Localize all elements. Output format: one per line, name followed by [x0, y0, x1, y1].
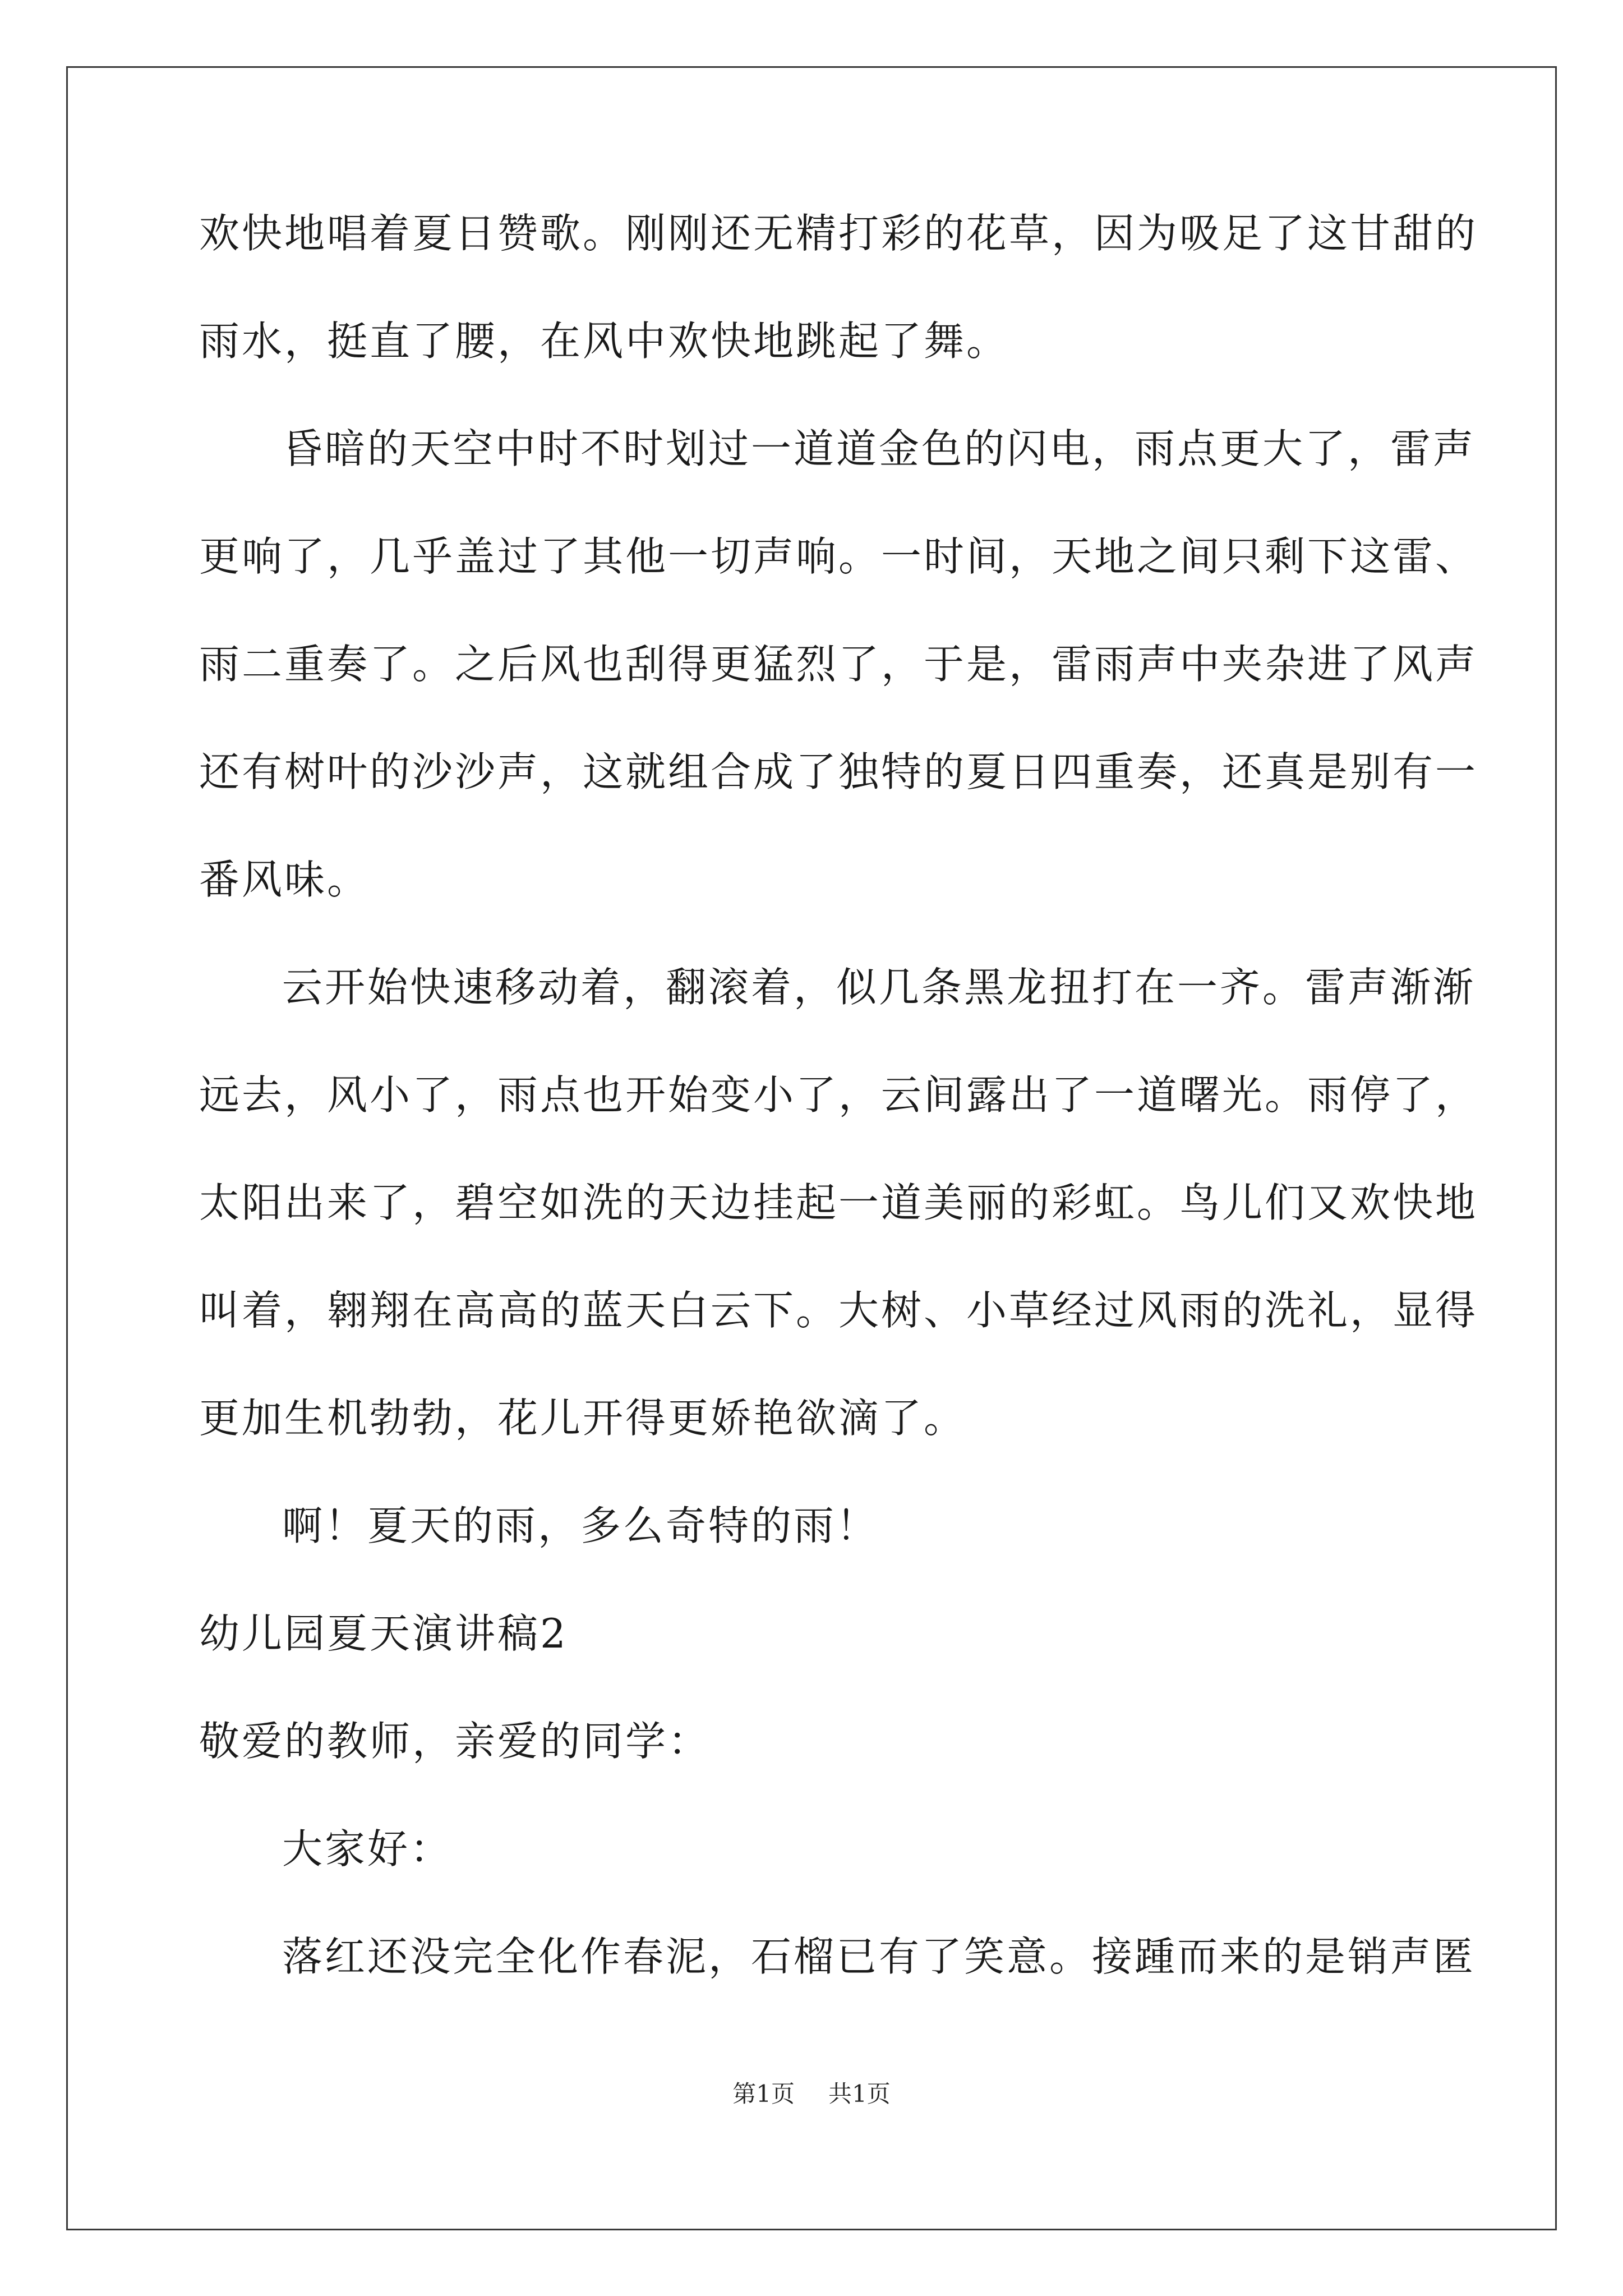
section-title: 幼儿园夏天演讲稿2: [199, 1610, 568, 1657]
text-line: 番风味。: [199, 856, 370, 903]
text-line: 更加生机勃勃，花儿开得更娇艳欲滴了。: [199, 1395, 967, 1442]
text-line: 更响了，几乎盖过了其他一切声响。一时间，天地之间只剩下这雷、: [199, 533, 1478, 580]
text-line: 雨二重奏了。之后风也刮得更猛烈了，于是，雷雨声中夹杂进了风声: [199, 641, 1478, 688]
document-body: [199, 210, 1478, 2044]
exclamation-line: 啊！夏天的雨，多么奇特的雨！: [282, 1502, 879, 1549]
page-number: 第1页: [732, 2080, 795, 2108]
text-line: 欢快地唱着夏日赞歌。刚刚还无精打彩的花草，因为吸足了这甘甜的: [199, 210, 1478, 257]
page-total: 共1页: [828, 2080, 891, 2108]
paragraph-start-line: 昏暗的天空中时不时划过一道道金色的闪电，雨点更大了，雷声: [282, 425, 1476, 472]
greeting: 大家好：: [282, 1825, 453, 1872]
text-line: 太阳出来了，碧空如洗的天边挂起一道美丽的彩虹。鸟儿们又欢快地: [199, 1179, 1478, 1226]
text-line: 远去，风小了，雨点也开始变小了，云间露出了一道曙光。雨停了，: [199, 1071, 1478, 1119]
page-footer: [0, 2082, 1623, 2106]
text-line: 还有树叶的沙沙声，这就组合成了独特的夏日四重奏，还真是别有一: [199, 748, 1478, 795]
paragraph-start-line: 云开始快速移动着，翻滚着，似几条黑龙扭打在一齐。雷声渐渐: [282, 964, 1476, 1011]
text-line: 雨水，挺直了腰，在风中欢快地跳起了舞。: [199, 318, 1009, 365]
text-line: 叫着，翱翔在高高的蓝天白云下。大树、小草经过风雨的洗礼，显得: [199, 1287, 1478, 1334]
salutation: 敬爱的教师，亲爱的同学：: [199, 1718, 711, 1765]
paragraph-start-line: 落红还没完全化作春泥，石榴已有了笑意。接踵而来的是销声匿: [282, 1933, 1476, 1980]
